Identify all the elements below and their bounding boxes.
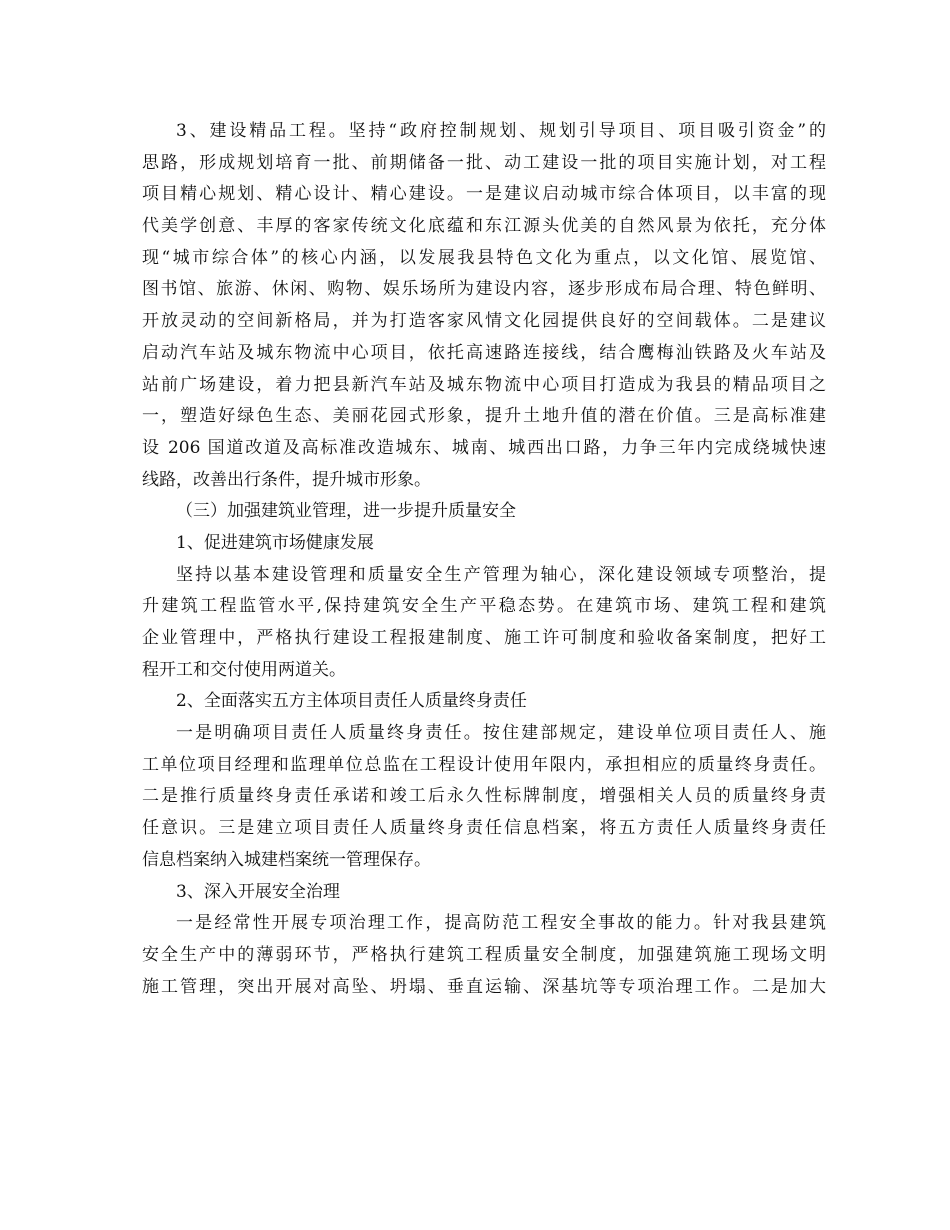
text-line: 企业管理中，严格执行建设工程报建制度、施工许可制度和验收备案制度，把好工 bbox=[142, 628, 826, 648]
text-line: 信息档案纳入城建档案统一管理保存。 bbox=[142, 849, 431, 870]
text-line: 程开工和交付使用两道关。 bbox=[142, 659, 346, 680]
text-line: 思路，形成规划培育一批、前期储备一批、动工建设一批的项目实施计划，对工程 bbox=[142, 152, 826, 173]
text-line: 安全生产中的薄弱环节，严格执行建筑工程质量安全制度，加强建筑施工现场文明 bbox=[142, 944, 826, 965]
text-line: 坚持以基本建设管理和质量安全生产管理为轴心，深化建设领域专项整治，提 bbox=[176, 564, 826, 585]
document-page bbox=[142, 116, 826, 1003]
text-line: （三）加强建筑业管理，进一步提升质量安全 bbox=[176, 501, 516, 522]
text-line: 2、全面落实五方主体项目责任人质量终身责任 bbox=[176, 691, 527, 712]
text-line: 图书馆、旅游、休闲、购物、娱乐场所为建设内容，逐步形成布局合理、特色鲜明、 bbox=[142, 279, 826, 300]
text-line: 现“城市综合体”的核心内涵，以发展我县特色文化为重点，以文化馆、展览馆、 bbox=[142, 247, 826, 268]
text-line: 一，塑造好绿色生态、美丽花园式形象，提升土地升值的潜在价值。三是高标准建 bbox=[142, 406, 826, 427]
text-line: 任意识。三是建立项目责任人质量终身责任信息档案，将五方责任人质量终身责任 bbox=[142, 818, 826, 839]
text-line: 站前广场建设，着力把县新汽车站及城东物流中心项目打造成为我县的精品项目之 bbox=[142, 374, 826, 395]
text-line: 一是明确项目责任人质量终身责任。按住建部规定，建设单位项目责任人、施 bbox=[176, 723, 826, 744]
text-line: 3、建设精品工程。坚持“政府控制规划、规划引导项目、项目吸引资金”的 bbox=[176, 121, 826, 141]
text-line: 开放灵动的空间新格局，并为打造客家风情文化园提供良好的空间载体。二是建议 bbox=[142, 311, 826, 332]
text-line: 施工管理，突出开展对高坠、坍塌、垂直运输、深基坑等专项治理工作。二是加大 bbox=[142, 976, 826, 997]
text-line: 3、深入开展安全治理 bbox=[176, 881, 340, 902]
text-line: 一是经常性开展专项治理工作，提高防范工程安全事故的能力。针对我县建筑 bbox=[176, 913, 826, 934]
text-line: 线路，改善出行条件，提升城市形象。 bbox=[142, 469, 431, 490]
text-line: 1、促进建筑市场健康发展 bbox=[176, 532, 374, 553]
text-line: 升建筑工程监管水平,保持建筑安全生产平稳态势。在建筑市场、建筑工程和建筑 bbox=[142, 596, 826, 617]
text-line: 代美学创意、丰厚的客家传统文化底蕴和东江源头优美的自然风景为依托，充分体 bbox=[142, 216, 826, 237]
text-line: 二是推行质量终身责任承诺和竣工后永久性标牌制度，增强相关人员的质量终身责 bbox=[142, 786, 826, 807]
text-line: 设 206 国道改道及高标准改造城东、城南、城西出口路，力争三年内完成绕城快速 bbox=[142, 437, 826, 458]
text-line: 启动汽车站及城东物流中心项目，依托高速路连接线，结合鹰梅汕铁路及火车站及 bbox=[142, 342, 826, 363]
text-line: 项目精心规划、精心设计、精心建设。一是建议启动城市综合体项目，以丰富的现 bbox=[142, 184, 826, 205]
text-line: 工单位项目经理和监理单位总监在工程设计使用年限内，承担相应的质量终身责任。 bbox=[142, 754, 826, 775]
